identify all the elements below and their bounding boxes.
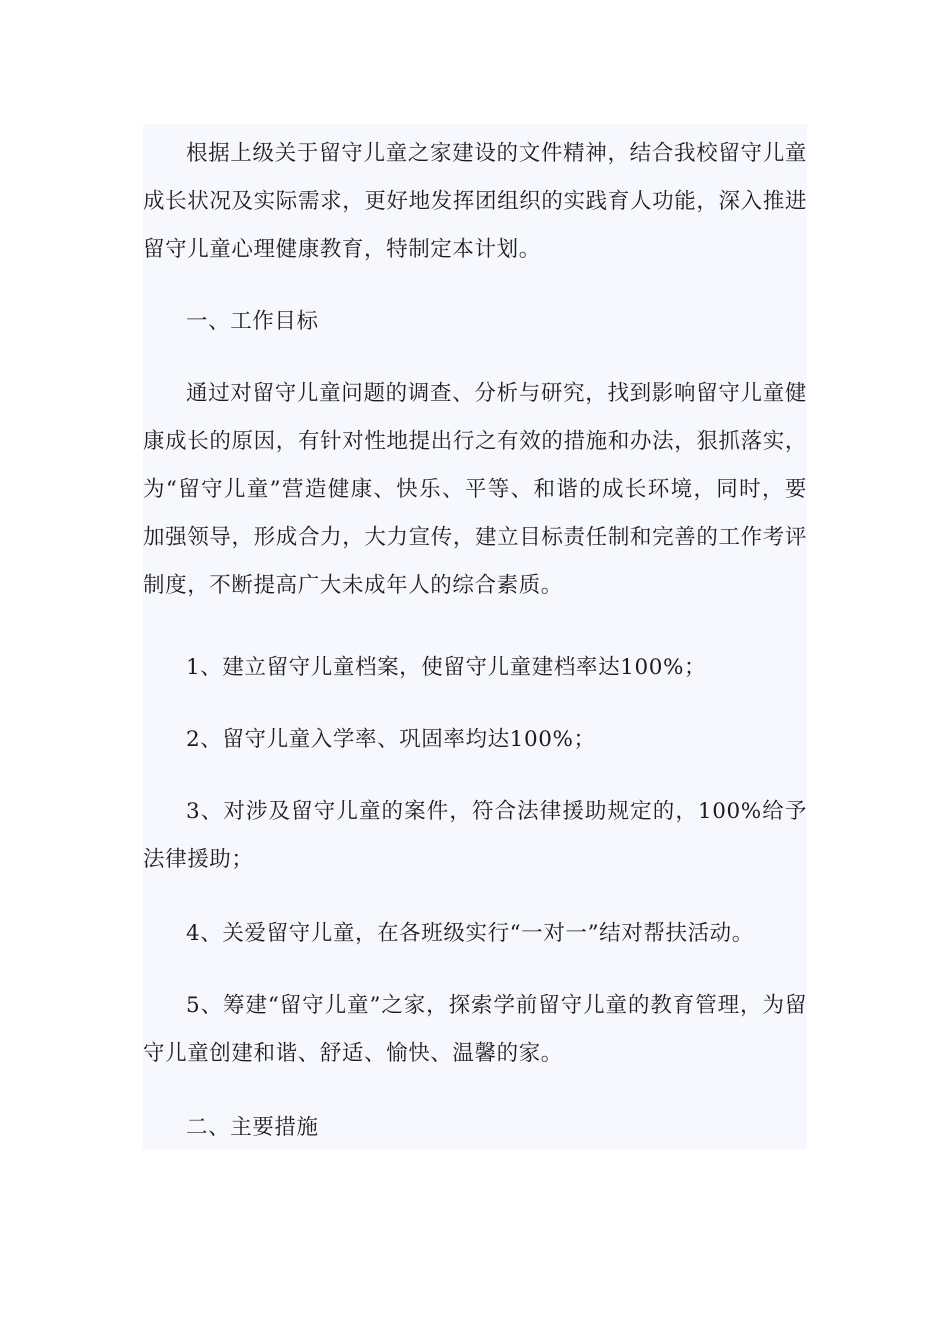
document-body (143, 124, 807, 1149)
intro-paragraph: 根据上级关于留守儿童之家建设的文件精神，结合我校留守儿童成长状况及实际需求，更好地发挥团组织的实践育人功能，深入推进留守儿童心理健康教育，特制定本计划。 (143, 141, 807, 262)
goals-description-paragraph: 通过对留守儿童问题的调查、分析与研究，找到影响留守儿童健康成长的原因，有针对性地提出行之有效的措施和办法，狠抓落实，为“留守儿童”营造健康、快乐、平等、和谐的成长环境，同时，要加强领导，形成合力，大力宣传，建立目标责任制和完善的工作考评制度，不断提高广大未成年人的综合素质。 (143, 381, 807, 598)
section-heading-goals: 一、工作目标 (186, 309, 319, 334)
goal-item: 2、留守儿童入学率、巩固率均达100%； (186, 727, 596, 752)
goal-item: 3、对涉及留守儿童的案件，符合法律援助规定的，100%给予法律援助； (143, 799, 807, 872)
goal-item: 1、建立留守儿童档案，使留守儿童建档率达100%； (186, 655, 707, 680)
goal-item: 5、筹建“留守儿童”之家，探索学前留守儿童的教育管理，为留守儿童创建和谐、舒适、愉快、温馨的家。 (143, 993, 807, 1066)
section-heading-measures: 二、主要措施 (186, 1115, 319, 1140)
goal-item: 4、关爱留守儿童，在各班级实行“一对一”结对帮扶活动。 (186, 921, 754, 946)
